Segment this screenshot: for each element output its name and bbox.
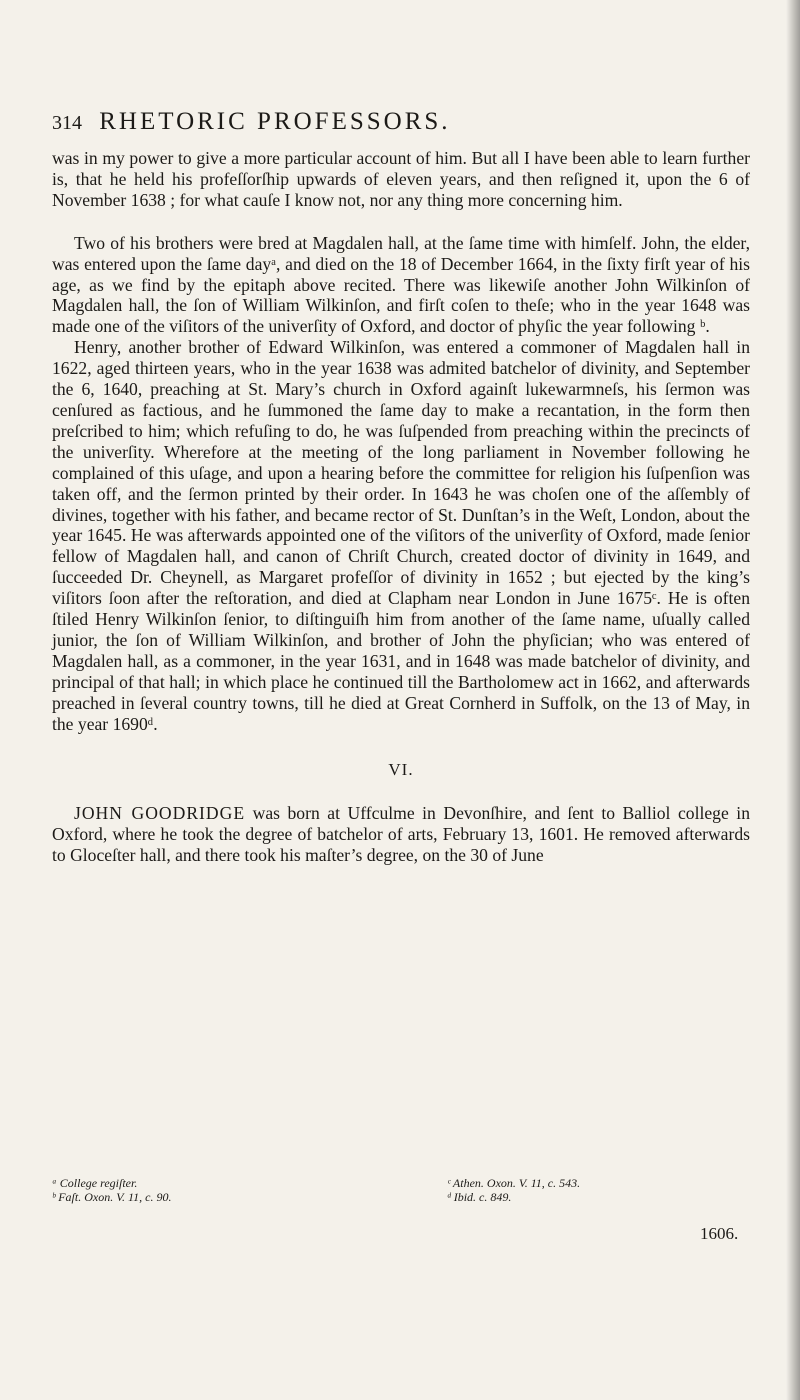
footnote-c: ᶜ Athen. Oxon. V. 11, c. 543. — [447, 1176, 581, 1190]
page-edge-shadow — [786, 0, 800, 1400]
paragraph-brothers: Two of his brothers were bred at Magdalen hall, at the ſame time with himſelf. John, the elder, was entered upon the ſame dayᵃ, and died on the 18 of December 1664, in the ſixty firſt year of his age, as we find by the epitaph above recited. There was likewiſe another John Wilkinſon of Magdalen hall, the ſon of William Wilkinſon, and firſt coſen to theſe; who in the year 1648 was made one of the viſitors of the univerſity of Oxford, and doctor of phyſic the year following ᵇ. — [52, 232, 750, 337]
paragraph-continued: was in my power to give a more particular account of him. But all I have been able to learn further is, that he held his profeſſorſhip upwards of eleven years, and then reſigned it, upon the 6 of November 1638 ; for what cauſe I know not, nor any thing more concerning him. — [52, 148, 750, 210]
footnote-a: ᵃ College regiſter. — [52, 1176, 138, 1190]
paragraph-henry: Henry, another brother of Edward Wilkinſon, was entered a commoner of Magdalen hall in 1622, aged thirteen years, who in the year 1638 was admited batchelor of divinity, and September the 6, 1640, preaching at St. Mary’s church in Oxford againſt lukewarmneſs, his ſermon was cenſured as factious, and he ſummoned the ſame day to make a recantation, in the form then preſcribed to him; which refuſing to do, he was ſuſpended from preaching within the precincts of the univerſity. Wherefore at the meeting of the long parliament in November following he complained of this uſage, and upon a hearing before the committee for religion his ſuſpenſion was taken off, and the ſermon printed by their order. In 1643 he was choſen one of the aſſembly of divines, together with his father, and became rector of St. Dunſtan’s in the Weſt, London, about the year 1645. He was afterwards appointed one of the viſitors of the univerſity of Oxford, made ſenior fellow of Magdalen hall, and canon of Chriſt Church, created doctor of divinity in 1649, and ſucceeded Dr. Cheynell, as Margaret profeſſor of divinity in 1652 ; but ejected by the king’s viſitors ſoon after the reſtoration, and died at Clapham near London in June 1675ᶜ. He is often ſtiled Henry Wilkinſon ſenior, to diſtinguiſh him from another of the ſame name, uſually called junior, the ſon of William Wilkinſon, and brother of John the phyſician; who was entered of Magdalen hall, as a commoner, in the year 1631, and in 1648 was made batchelor of divinity, and principal of that hall; in which place he continued till the Bartholomew act in 1662, and afterwards preached in ſeveral country towns, till he died at Great Cornherd in Suffolk, on the 13 of May, in the year 1690ᵈ. — [52, 337, 750, 734]
footnote-d: ᵈ Ibid. c. 849. — [447, 1190, 512, 1204]
section-lead-text: was born at Uffculme in Devonſhire, and ſent to Balliol college in Oxford, where he took the degree of batchelor of arts, February 13, 1601. He removed afterwards to Gloceſter hall, and there took his maſter’s degree, on the 30 of June — [52, 803, 750, 866]
footnote-b: ᵇ Faſt. Oxon. V. 11, c. 90. — [52, 1190, 172, 1204]
paragraph-goodridge — [52, 803, 750, 866]
body-text — [52, 148, 750, 866]
footnotes-left — [52, 1176, 347, 1204]
footnotes — [52, 1176, 742, 1204]
footnotes-right — [347, 1176, 742, 1204]
section-lead-name: JOHN GOODRIDGE — [74, 803, 246, 824]
catchword: 1606. — [700, 1224, 739, 1243]
running-head — [52, 108, 742, 136]
page-number: 314 — [52, 112, 82, 134]
section-number: VI. — [388, 760, 414, 780]
running-title: RHETORIC PROFESSORS. — [99, 108, 451, 135]
